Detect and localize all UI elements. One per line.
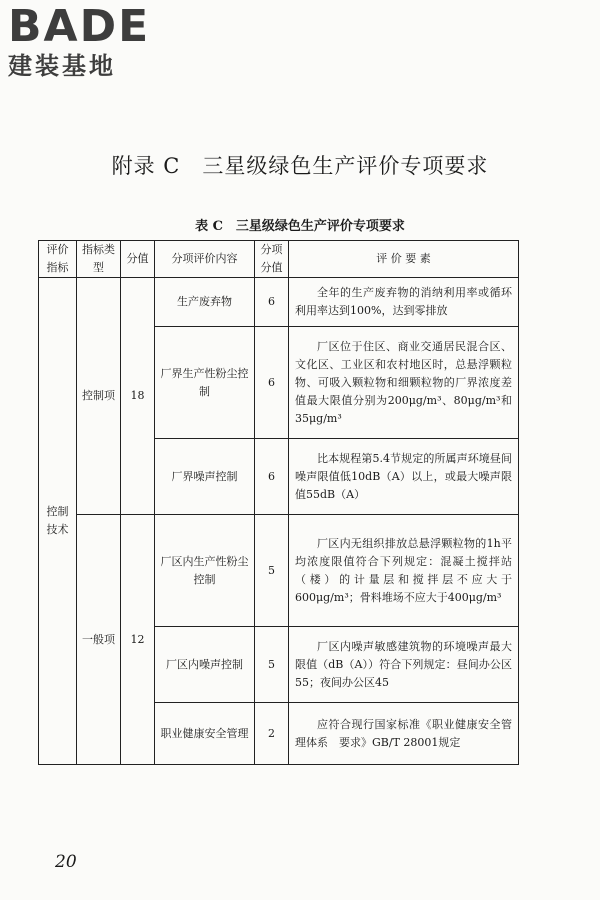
sub-score-cell: 2 [255, 703, 289, 765]
requirement-cell: 比本规程第5.4节规定的所属声环境昼间噪声限值低10dB（A）以上，或最大噪声限值55dB（A） [289, 439, 519, 515]
content-cell: 厂界噪声控制 [155, 439, 255, 515]
evaluation-table [38, 240, 519, 765]
table-row [39, 278, 519, 327]
header-sub-score: 分项分值 [255, 241, 289, 278]
requirement-cell: 应符合现行国家标准《职业健康安全管理体系 要求》GB/T 28001规定 [289, 703, 519, 765]
brand-logo [8, 1, 178, 80]
type-cell-general: 一般项 [77, 515, 121, 765]
page-title: 附录 C 三星级绿色生产评价专项要求 [111, 154, 489, 178]
score-cell-general: 12 [121, 515, 155, 765]
requirement-cell: 厂区内无组织排放总悬浮颗粒物的1h平均浓度限值符合下列规定：混凝土搅拌站（楼）的计量层和搅拌层不应大于600μg/m³；骨料堆场不应大于400μg/m³ [289, 515, 519, 627]
sub-score-cell: 6 [255, 278, 289, 327]
sub-score-cell: 6 [255, 327, 289, 439]
table-row [39, 515, 519, 627]
type-cell-control: 控制项 [77, 278, 121, 515]
sub-score-cell: 6 [255, 439, 289, 515]
score-cell-control: 18 [121, 278, 155, 515]
header-indicator: 评价指标 [39, 241, 77, 278]
content-cell: 厂区内生产性粉尘控制 [155, 515, 255, 627]
page-number: 20 [55, 852, 77, 872]
content-cell: 职业健康安全管理 [155, 703, 255, 765]
header-type: 指标类型 [77, 241, 121, 278]
sub-score-cell: 5 [255, 515, 289, 627]
header-requirement: 评 价 要 素 [289, 241, 519, 278]
sub-score-cell: 5 [255, 627, 289, 703]
requirement-cell: 全年的生产废弃物的消纳利用率或循环利用率达到100%，达到零排放 [289, 278, 519, 327]
logo-main-text: BADE [8, 1, 151, 52]
header-score: 分值 [121, 241, 155, 278]
requirement-cell: 厂区位于住区、商业交通居民混合区、文化区、工业区和农村地区时，总悬浮颗粒物、可吸入颗粒物和细颗粒物的厂界浓度差值最大限值分别为200μg/m³、80μg/m³和35μg/m³ [289, 327, 519, 439]
content-cell: 生产废弃物 [155, 278, 255, 327]
content-cell: 厂界生产性粉尘控制 [155, 327, 255, 439]
content-cell: 厂区内噪声控制 [155, 627, 255, 703]
logo-sub-text: 建装基地 [8, 52, 116, 80]
indicator-cell: 控制技术 [39, 278, 77, 765]
table-title: 表 C 三星级绿色生产评价专项要求 [195, 219, 405, 234]
header-content: 分项评价内容 [155, 241, 255, 278]
table-header-row [39, 241, 519, 278]
requirement-cell: 厂区内噪声敏感建筑物的环境噪声最大限值（dB（A））符合下列规定：昼间办公区55；夜间办公区45 [289, 627, 519, 703]
